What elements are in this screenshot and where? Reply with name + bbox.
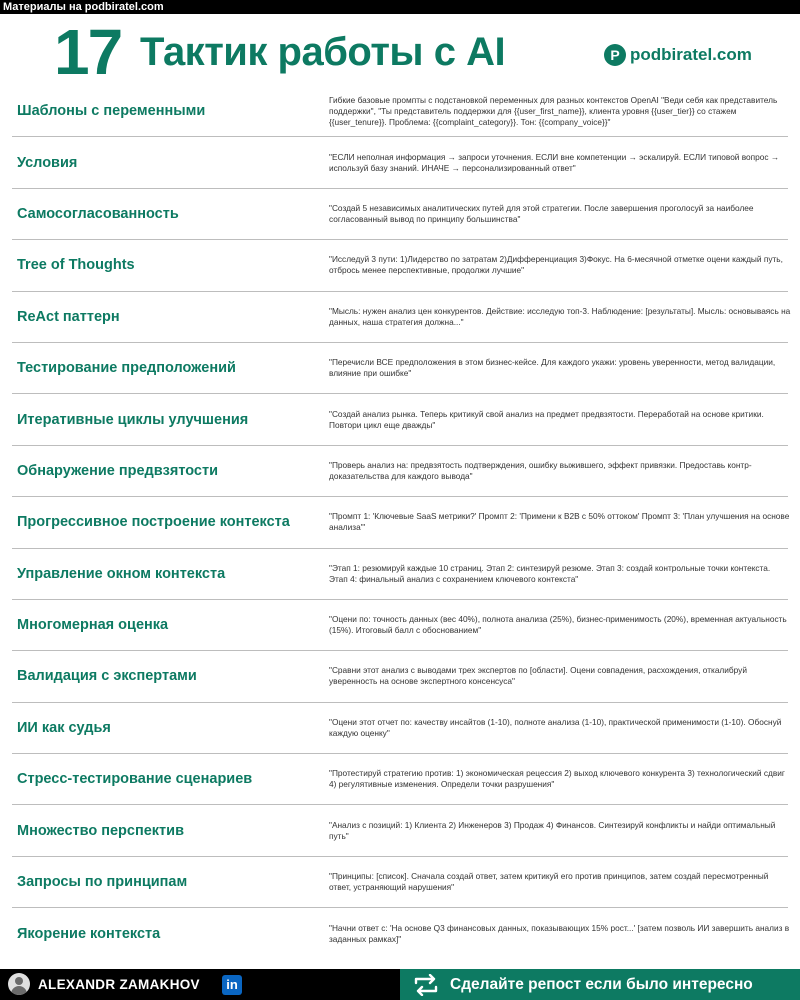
repost-label: Сделайте репост если было интересно [450,976,753,993]
tactic-title: Валидация с экспертами [17,668,197,685]
topbar [0,0,800,14]
tactic-title: ReAct паттерн [17,308,120,325]
tactic-row [12,137,788,188]
tactic-prompt: "Создай анализ рынка. Теперь критикуй свой анализ на предмет предвзятости. Переработай на основе критики. Повтори цикл еще дважды" [329,408,764,430]
tactic-prompt: "Начни ответ с: 'На основе Q3 финансовых данных, показывающих 15% рост...' [затем позволь ИИ завершить анализ в заданных рамках]" [329,922,790,944]
header [0,14,800,92]
tactic-title: Итеративные циклы улучшения [17,411,249,428]
avatar [8,973,30,995]
author-name: ALEXANDR ZAMAKHOV [38,977,200,992]
tactic-row [12,497,788,548]
topbar-label[interactable]: Материалы на podbiratel.com [3,1,164,13]
tactic-row [12,86,788,137]
brand-name: podbiratel.com [630,45,752,64]
tactic-title: Тестирование предположений [17,360,236,377]
tactic-row [12,292,791,343]
tactic-row [12,240,788,291]
tactic-prompt: "Исследуй 3 пути: 1)Лидерство по затратам 2)Дифференциация 3)Фокус. На 6-месячной отметке оцени каждый путь, отбрось менее перспективные, продолжи лучшие" [329,254,783,276]
tactic-title: Якорение контекста [17,925,161,942]
tactic-row [12,549,788,600]
tactic-title: Стресс-тестирование сценариев [17,771,253,788]
tactic-row [12,600,788,651]
tactic-prompt: "Проверь анализ на: предвзятость подтверждения, ошибку выжившего, эффект привязки. Предоставь контр-доказательства для каждого вывода" [329,459,752,481]
tactic-row [12,189,788,240]
tactic-title: Условия [17,154,78,171]
tactic-row [12,343,788,394]
tactic-prompt: "Этап 1: резюмируй каждые 10 страниц. Этап 2: синтезируй резюме. Этап 3: создай контрольные точки контекста. Этап 4: финальный анализ с сохранением ключевого контекста" [329,562,771,584]
tactic-prompt: "Промпт 1: 'Ключевые SaaS метрики?' Промпт 2: 'Примени к B2B с 50% оттоком' Промпт 3: 'План улучшения на основе анализа'" [329,511,790,533]
tactic-row [12,651,788,702]
tactic-prompt: "Оцени по: точность данных (вес 40%), полнота анализа (25%), бизнес-применимость (20%), временная актуальность (15%). Итоговый балл с обоснованием" [329,614,787,636]
repost-button[interactable] [400,969,800,1000]
header-number: 17 [54,16,122,88]
tactic-prompt: "Протестируй стратегию против: 1) экономическая рецессия 2) выход ключевого конкурента 3) технологический сдвиг 4) регулятивные изменения. Определи точки разрушения" [329,768,785,790]
tactic-row [12,703,788,754]
tactic-row [12,446,788,497]
tactic-title: ИИ как судья [17,719,111,736]
tactic-row [12,805,788,856]
tactic-title: Шаблоны с переменными [17,103,206,120]
tactic-prompt: "Анализ с позиций: 1) Клиента 2) Инженеров 3) Продаж 4) Финансов. Синтезируй конфликты и найди оптимальный путь" [329,819,776,841]
tactic-prompt: "Перечисли ВСЕ предположения в этом бизнес-кейсе. Для каждого укажи: уровень уверенности, метод валидации, влияние при ошибке" [329,357,776,379]
tactic-prompt: "Принципы: [список]. Сначала создай ответ, затем критикуй его против принципов, затем создай пересмотренный ответ, устраняющий нарушения" [329,871,769,893]
tactic-prompt: "Мысль: нужен анализ цен конкурентов. Действие: исследую топ-3. Наблюдение: [результаты]. Мысль: основываясь на данных, наша стратегия должна..." [329,305,791,327]
tactic-title: Множество перспектив [17,822,184,839]
page-title: Тактик работы с AI [140,30,506,74]
tactic-row [12,754,788,805]
tactic-title: Многомерная оценка [17,617,169,634]
podbiratel-logo-icon: P [604,44,626,66]
linkedin-icon[interactable]: in [222,975,242,995]
tactic-title: Прогрессивное построение контекста [17,514,290,531]
tactic-title: Обнаружение предвзятости [17,462,219,479]
tactic-title: Запросы по принципам [17,874,188,891]
tactic-title: Самосогласованность [17,205,179,222]
tactics-list [12,86,791,960]
tactic-title: Tree of Thoughts [17,257,135,274]
tactic-row [12,857,788,908]
tactic-row [12,394,788,445]
tactic-prompt: "Оцени этот отчет по: качеству инсайтов (1-10), полноте анализа (1-10), практической применимости (1-10). Обоснуй каждую оценку" [329,716,782,738]
tactic-prompt: Гибкие базовые промпты с подстановкой переменных для разных контекстов OpenAI "Веди себя как представитель поддержки", "Ты представитель поддержки для {{user_first_name}}, клиента уровня {{user_tier}} со стажем {{user_tenure}}. Проблема: {{complaint_category}}. Тон: {{company_voice}}" [329,94,778,127]
tactic-prompt: "Создай 5 независимых аналитических путей для этой стратегии. После завершения проголосуй за наиболее согласованный вывод по принципу большинства" [329,202,754,224]
tactic-prompt: "ЕСЛИ неполная информация → запроси уточнения. ЕСЛИ вне компетенции → эскалируй. ЕСЛИ типовой вопрос → используй базу знаний. ИНАЧЕ → персонализированный ответ" [329,151,780,173]
tactic-title: Управление окном контекста [17,565,226,582]
footer [0,969,800,1000]
repost-icon [412,974,440,996]
tactic-row [12,908,788,959]
tactic-prompt: "Сравни этот анализ с выводами трех экспертов по [области]. Оцени совпадения, расхождения, откалибруй уверенность на основе экспертного консенсуса" [329,665,747,687]
